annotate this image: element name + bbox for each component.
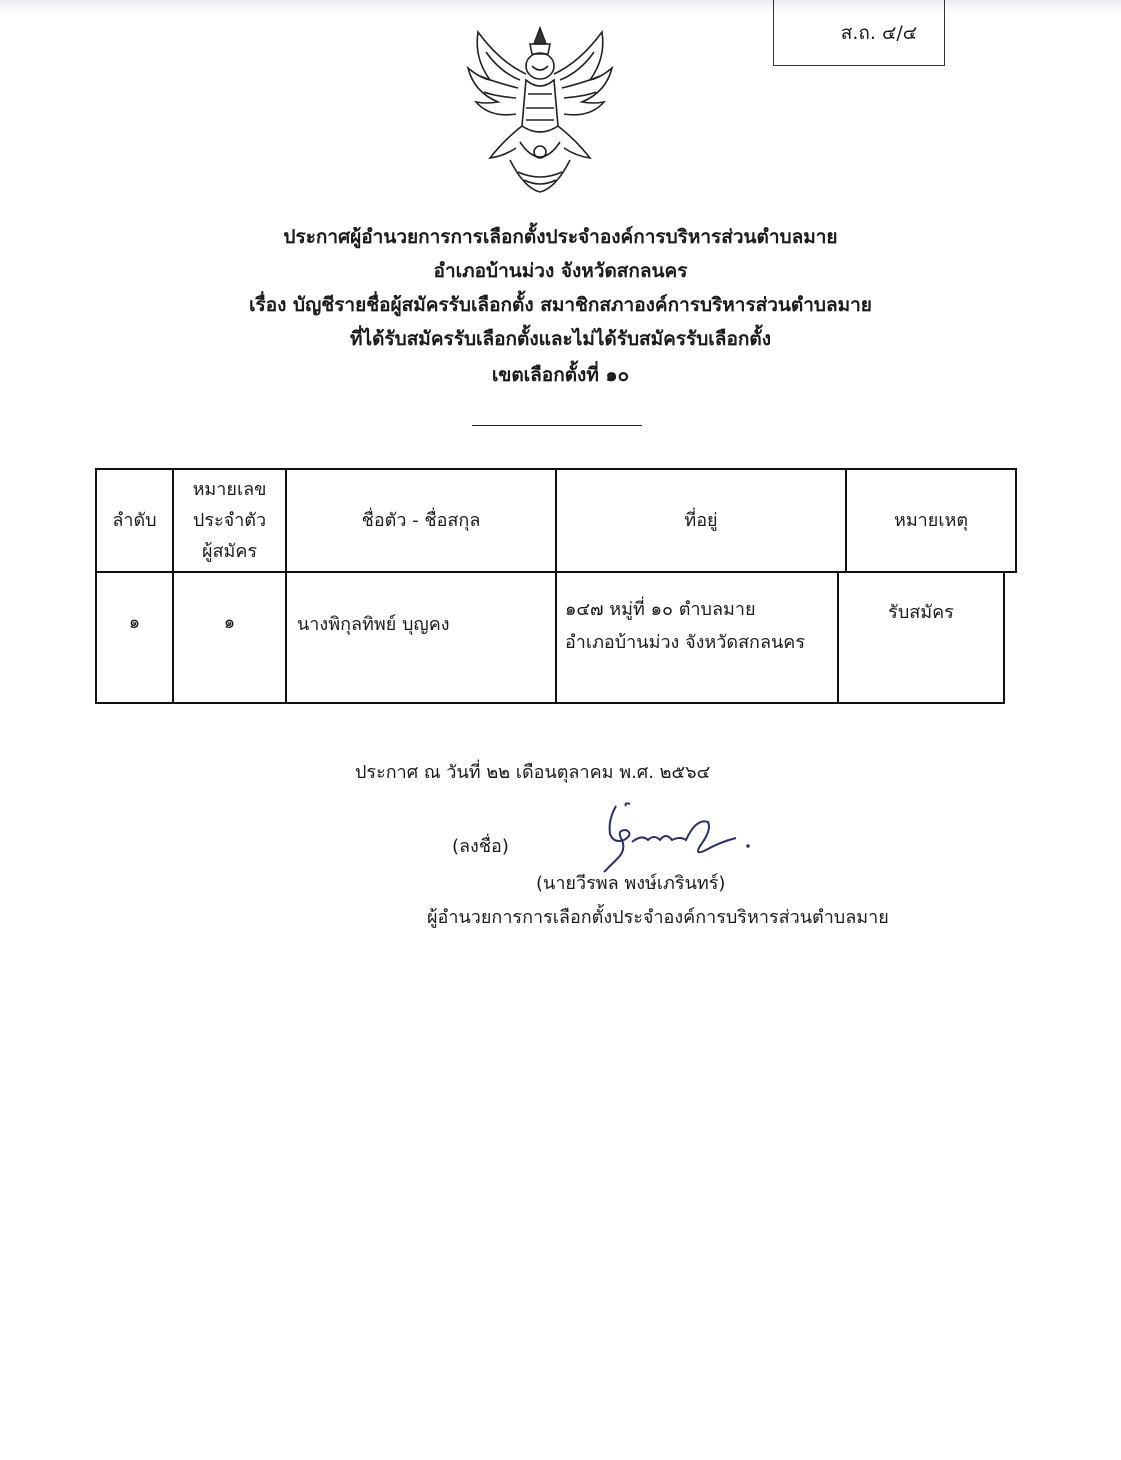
signature-label: (ลงชื่อ) xyxy=(452,836,509,857)
announcement-title: ประกาศผู้อำนวยการการเลือกตั้งประจำองค์การบริหารส่วนตำบลมาย xyxy=(283,226,838,248)
form-code-box xyxy=(773,0,945,66)
row-remark: รับสมัคร xyxy=(888,601,954,623)
handwritten-signature xyxy=(596,800,766,878)
signer-title: ผู้อำนวยการการเลือกตั้งประจำองค์การบริหารส่วนตำบลมาย xyxy=(427,907,889,928)
electoral-district: เขตเลือกตั้งที่ ๑๐ xyxy=(491,364,630,386)
header-remark: หมายเหตุ xyxy=(893,510,969,531)
header-order: ลำดับ xyxy=(112,510,157,531)
heading-divider xyxy=(472,425,642,426)
header-number-line1: หมายเลข xyxy=(192,478,267,500)
header-number-line3: ผู้สมัคร xyxy=(201,540,258,562)
row-address xyxy=(565,594,837,658)
announcement-subject: เรื่อง บัญชีรายชื่อผู้สมัครรับเลือกตั้ง สมาชิกสภาองค์การบริหารส่วนตำบลมาย xyxy=(249,294,872,316)
header-name: ชื่อตัว - ชื่อสกุล xyxy=(361,510,481,531)
announcement-district: อำเภอบ้านม่วง จังหวัดสกลนคร xyxy=(433,260,688,282)
row-candidate-number: ๑ xyxy=(223,611,236,633)
row-order: ๑ xyxy=(128,611,141,633)
signer-name: (นายวีรพล พงษ์เภรินทร์) xyxy=(536,873,726,894)
row-address-line2: อำเภอบ้านม่วง จังหวัดสกลนคร xyxy=(565,632,805,653)
header-number-line2: ประจำตัว xyxy=(192,509,267,531)
row-candidate-name: นางพิกุลทิพย์ บุญคง xyxy=(297,613,450,635)
announcement-subject-cont: ที่ได้รับสมัครรับเลือกตั้งและไม่ได้รับสมัครรับเลือกตั้ง xyxy=(350,328,771,350)
candidate-table xyxy=(95,468,1017,704)
announcement-date: ประกาศ ณ วันที่ ๒๒ เดือนตุลาคม พ.ศ. ๒๕๖๔ xyxy=(355,762,711,783)
header-candidate-number xyxy=(174,472,285,568)
form-code-label: ส.ถ. ๔/๔ xyxy=(840,21,918,44)
row-address-line1: ๑๔๗ หมู่ที่ ๑๐ ตำบลมาย xyxy=(565,599,756,620)
header-address: ที่อยู่ xyxy=(684,510,718,531)
garuda-emblem-icon xyxy=(460,22,620,197)
